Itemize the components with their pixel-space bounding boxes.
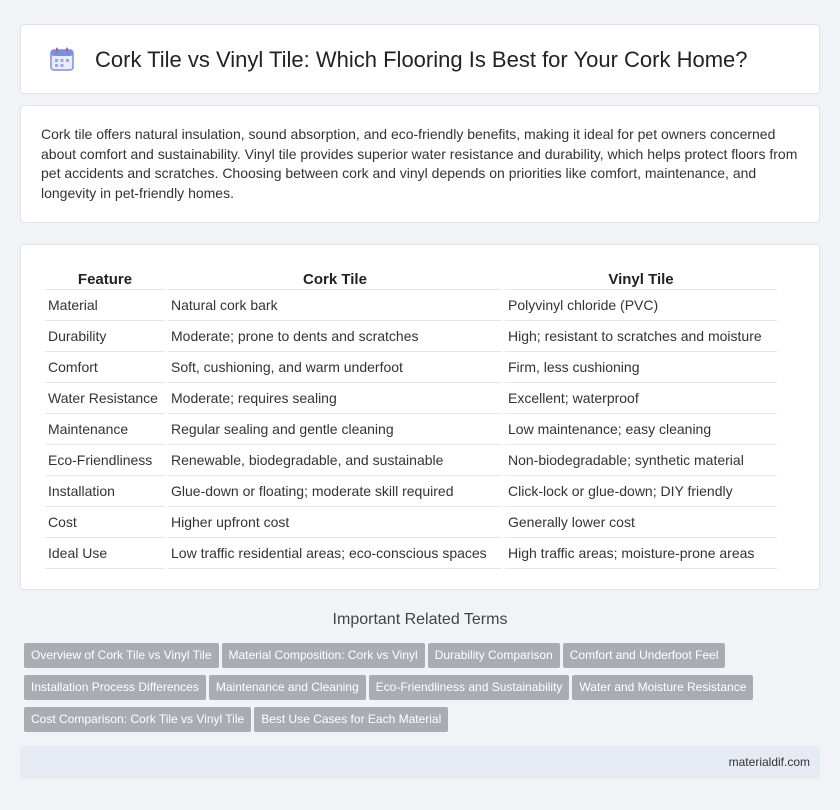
calendar-icon <box>49 46 75 72</box>
cell-vinyl: Excellent; waterproof <box>505 383 777 414</box>
cell-cork: Moderate; requires sealing <box>168 383 502 414</box>
table-row <box>45 290 777 321</box>
comparison-table-card <box>20 244 820 590</box>
cell-vinyl: Generally lower cost <box>505 507 777 538</box>
intro-text: Cork tile offers natural insulation, sound absorption, and eco-friendly benefits, making it ideal for pet owners concerned about comfort and sustainability. Vinyl tile provides superior water resistance and durability, which helps protect floors from pet accidents and scratches. Choosing between cork and vinyl depends on priorities like comfort, maintenance, and longevity in pet-friendly homes. <box>41 126 798 201</box>
header-vinyl-tile: Vinyl Tile <box>505 265 777 290</box>
cell-cork: Higher upfront cost <box>168 507 502 538</box>
cell-vinyl: Click-lock or glue-down; DIY friendly <box>505 476 777 507</box>
header-card <box>20 24 820 94</box>
related-tag[interactable]: Best Use Cases for Each Material <box>254 707 448 732</box>
cell-cork: Low traffic residential areas; eco-conscious spaces <box>168 538 502 569</box>
cell-vinyl: Low maintenance; easy cleaning <box>505 414 777 445</box>
cell-vinyl: Non-biodegradable; synthetic material <box>505 445 777 476</box>
cell-feature: Durability <box>45 321 165 352</box>
cell-vinyl: Polyvinyl chloride (PVC) <box>505 290 777 321</box>
table-row <box>45 383 777 414</box>
cell-cork: Glue-down or floating; moderate skill required <box>168 476 502 507</box>
cell-cork: Natural cork bark <box>168 290 502 321</box>
cell-cork: Renewable, biodegradable, and sustainable <box>168 445 502 476</box>
table-row <box>45 476 777 507</box>
cell-feature: Comfort <box>45 352 165 383</box>
table-row <box>45 445 777 476</box>
page-title: Cork Tile vs Vinyl Tile: Which Flooring Is Best for Your Cork Home? <box>95 47 748 72</box>
cell-cork: Moderate; prone to dents and scratches <box>168 321 502 352</box>
related-tag[interactable]: Maintenance and Cleaning <box>209 675 366 700</box>
related-tag[interactable]: Water and Moisture Resistance <box>572 675 753 700</box>
header-feature: Feature <box>45 265 165 290</box>
cell-feature: Material <box>45 290 165 321</box>
table-row <box>45 321 777 352</box>
cell-vinyl: High traffic areas; moisture-prone areas <box>505 538 777 569</box>
cell-feature: Eco-Friendliness <box>45 445 165 476</box>
related-tag[interactable]: Eco-Friendliness and Sustainability <box>369 675 570 700</box>
related-tag[interactable]: Durability Comparison <box>428 643 560 668</box>
related-tag[interactable]: Installation Process Differences <box>24 675 206 700</box>
cell-cork: Regular sealing and gentle cleaning <box>168 414 502 445</box>
table-row <box>45 538 777 569</box>
cell-feature: Cost <box>45 507 165 538</box>
related-tag[interactable]: Cost Comparison: Cork Tile vs Vinyl Tile <box>24 707 251 732</box>
footer <box>20 746 820 779</box>
table-row <box>45 414 777 445</box>
table-row <box>45 352 777 383</box>
related-tag[interactable]: Overview of Cork Tile vs Vinyl Tile <box>24 643 219 668</box>
related-tag[interactable]: Material Composition: Cork vs Vinyl <box>222 643 425 668</box>
header-cork-tile: Cork Tile <box>168 265 502 290</box>
related-tag[interactable]: Comfort and Underfoot Feel <box>563 643 726 668</box>
cell-cork: Soft, cushioning, and warm underfoot <box>168 352 502 383</box>
table-header-row <box>45 265 777 290</box>
cell-feature: Water Resistance <box>45 383 165 414</box>
intro-card <box>20 105 820 223</box>
comparison-table <box>42 265 780 569</box>
table-row <box>45 507 777 538</box>
cell-vinyl: High; resistant to scratches and moisture <box>505 321 777 352</box>
cell-feature: Maintenance <box>45 414 165 445</box>
related-tags <box>24 643 814 739</box>
related-terms-title: Important Related Terms <box>332 611 508 628</box>
footer-site[interactable]: materialdif.com <box>728 755 810 769</box>
cell-feature: Installation <box>45 476 165 507</box>
cell-feature: Ideal Use <box>45 538 165 569</box>
cell-vinyl: Firm, less cushioning <box>505 352 777 383</box>
